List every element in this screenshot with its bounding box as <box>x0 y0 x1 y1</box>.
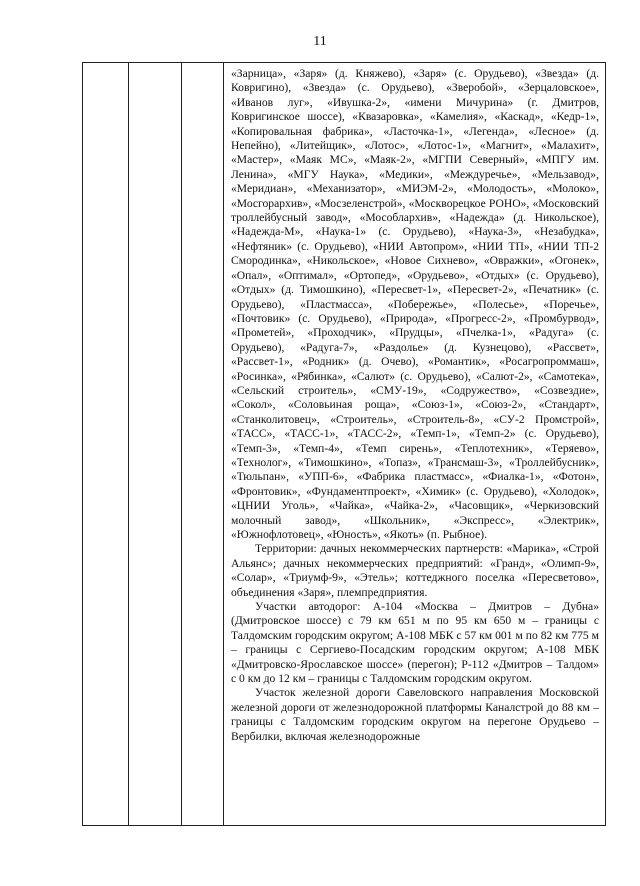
page-number: 11 <box>313 34 327 49</box>
table-cell-text <box>231 67 599 744</box>
paragraph-dacha-list: «Зарница», «Заря» (д. Княжево), «Заря» (с. Орудьево), «Звезда» (д. Ковригино), «Звезда» (с. Орудьево), «Зверобой», «Зерцаловское», «Иванов луг», «Ивушка-2», «имени Мичурина» (г. Дмитров, Ковригинское шоссе), «Квазаровка», «Камелия», «Каскад», «Кедр-1», «Копировальная фабрика», «Ласточка-1», «Легенда», «Лесное» (д. Непейно), «Литейщик», «Лотос», «Лотос-1», «Магнит», «Малахит», «Мастер», «Маяк МС», «Маяк-2», «МГПИ Северный», «МПГУ им. Ленина», «МГУ Наука», «Медики», «Междуречье», «Мельзавод», «Меридиан», «Механизатор», «МИЭМ-2», «Молодость», «Молоко», «Мосгорархив», «Мосзеленстрой», «Москворецкое РОНО», «Московский троллейбусный завод», «Мособлархив», «Надежда» (д. Никольское), «Надежда-М», «Наука-1» (с. Орудьево), «Наука-3», «Незабудка», «Нефтяник» (с. Орудьево), «НИИ Автопром», «НИИ ТП», «НИИ ТП-2 Смородинка», «Никольское», «Новое Сихнево», «Овражки», «Огонек», «Опал», «Оптимал», «Ортопед», «Орудьево», «Отдых» (с. Орудьево), «Отдых» (д. Тимошкино), «Пересвет-1», «Пересвет-2», «Печатник» (с. Орудьево), «Пластмасса», «Побережье», «Полесье», «Поречье», «Почтовик» (с. Орудьево), «Природа», «Прогресс-2», «Промбурвод», «Прометей», «Проходчик», «Прудцы», «Пчелка-1», «Радуга» (с. Орудьево), «Радуга-7», «Раздолье» (д. Кузнецово), «Рассвет», «Рассвет-1», «Родник» (д. Очево), «Романтик», «Росагропроммаш», «Росинка», «Рябинка», «Салют» (с. Орудьево), «Салют-2», «Самотека», «Сельский строитель», «СМУ-19», «Содружество», «Созвездие», «Сокол», «Соловьиная роща», «Союз-1», «Союз-2», «Стандарт», «Станколитовец», «Строитель», «Строитель-8», «СУ-2 Промстрой», «ТАСС», «ТАСС-1», «ТАСС-2», «Темп-1», «Темп-2» (с. Орудьево), «Темп-3», «Темп-4», «Темп сирень», «Теплотехник», «Теряево», «Технолог», «Тимошкино», «Топаз», «Трансмаш-3», «Троллейбусник», «Тюльпан», «УПП-6», «Фабрика пластмасс», «Фиалка-1», «Фотон», «Фронтовик», «Фундаментпроект», «Химик» (с. Орудьево), «Холодок», «ЦНИИ Уголь», «Чайка», «Чайка-2», «Часовщик», «Черкизовский молочный завод», «Школьник», «Экспресс», «Электрик», «Южнофлотовец», «Юность», «Якоть» (п. Рыбное). <box>231 67 599 541</box>
paragraph-roads: Участки автодорог: А-104 «Москва – Дмитров – Дубна» (Дмитровское шоссе) с 79 км 651 м по 95 км 650 м – границы с Талдомским городским округом; А-108 МБК с 57 км 001 м по 82 км 775 м – границы с Сергиево-Посадским городским округом; А-108 МБК «Дмитровско-Ярославское шоссе» (перегон); Р-112 «Дмитров – Талдом» с 0 км до 12 км – границы с Талдомским городским округом. <box>231 600 599 686</box>
paragraph-territories: Территории: дачных некоммерческих партнерств: «Марика», «Строй Альянс»; дачных некоммерческих предприятий: «Гранд», «Олимп-9», «Солар», «Триумф-9», «Этель»; коттеджного поселка «Пересветово», объединения «Заря», племпредприятия. <box>231 542 599 599</box>
table-column-divider <box>223 63 224 825</box>
table-column-divider <box>181 63 182 825</box>
table-column-divider <box>128 63 129 825</box>
document-table <box>82 62 606 826</box>
paragraph-railway: Участок железной дороги Савеловского направления Московской железной дороги от железнодорожной платформы Каналстрой до 88 км – границы с Талдомским городским округом на перегоне Орудьево – Вербилки, включая железнодорожные <box>231 686 599 743</box>
